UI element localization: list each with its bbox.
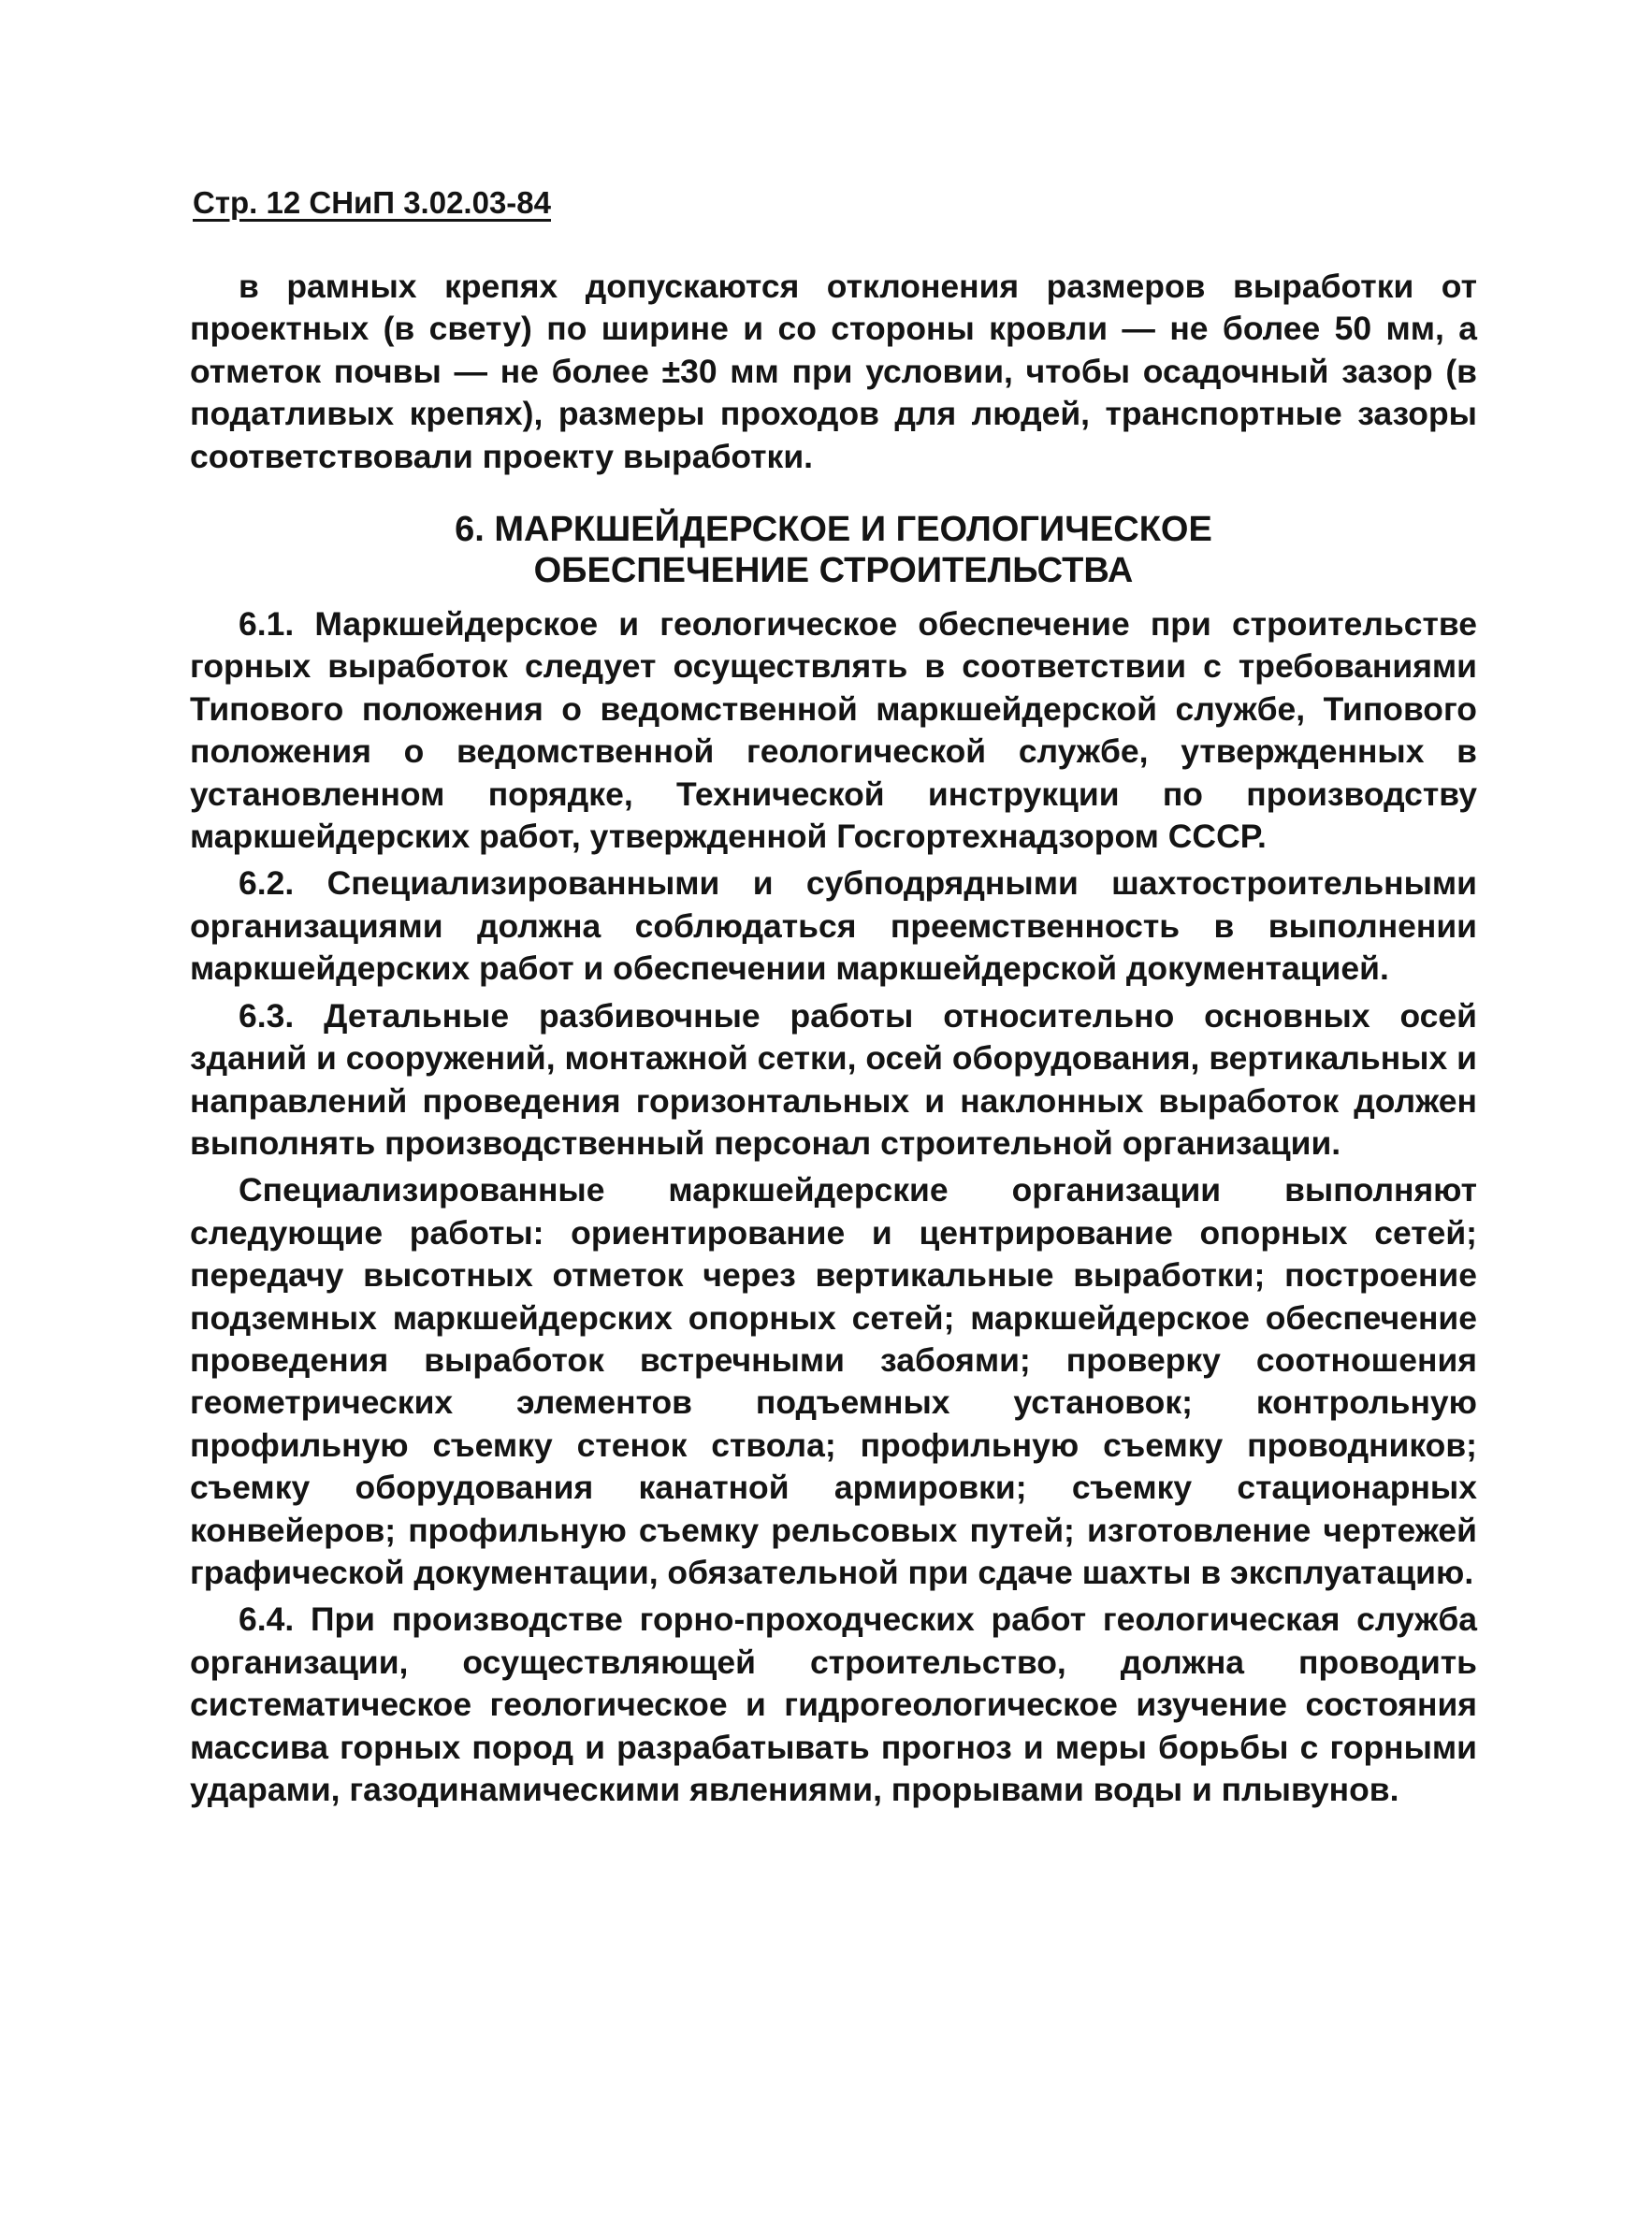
section-heading-line-2: ОБЕСПЕЧЕНИЕ СТРОИТЕЛЬСТВА [533,551,1134,591]
clause-6-1 [190,603,1477,858]
clause-number: 6.4. [239,1600,295,1639]
clause-number: 6.2. [239,864,295,903]
clause-text: Специализированные маркшейдерские организации выполняют следующие работы: ориентирование и центрирование опорных сетей; передачу высотных отметок через вертикальные выработки; построение подземных маркшейдерских опорных сетей; маркшейдерское обеспечение проведения выработок встречными забоями; проверку соотношения геометрических элементов подъемных установок; контрольную профильную съемку стенок ствола; профильную съемку проводников; съемку оборудования канатной армировки; съемку стационарных конвейеров; профильную съемку рельсовых путей; изготовление чертежей графической документации, обязательной при сдаче шахты в эксплуатацию. [190,1171,1477,1591]
clause-text: Специализированными и субподрядными шахтостроительными организациями должна соблюдаться преемственность в выполнении маркшейдерских работ и обеспечении маркшейдерской документацией. [190,864,1477,988]
section-heading-line-1: 6. МАРКШЕЙДЕРСКОЕ И ГЕОЛОГИЧЕСКОЕ [455,510,1212,550]
running-header: Стр. 12 СНиП 3.02.03-84 [193,185,551,220]
clause-text: При производстве горно-проходческих работ геологическая служба организации, осуществляющей строительство, должна проводить систематическое геологическое и гидрогеологическое изучение состояния массива горных пород и разрабатывать прогноз и меры борьбы с горными ударами, газодинамическими явлениями, прорывами воды и плывунов. [190,1600,1477,1808]
clause-6-4 [190,1599,1477,1811]
page-body [190,266,1477,1811]
clause-text: Маркшейдерское и геологическое обеспечение при строительстве горных выработок следует осуществлять в соответствии с требованиями Типового положения о ведомственной маркшейдерской службе, Типового положения о ведомственной геологической службе, утвержденных в установленном порядке, Технической инструкции по производству маркшейдерских работ, утвержденной Госгортехнадзором СССР. [190,605,1477,856]
clause-6-3 [190,995,1477,1166]
clause-number: 6.1. [239,605,295,644]
clause-number: 6.3. [239,996,295,1035]
section-heading [190,509,1477,591]
clause-6-3-continuation [190,1169,1477,1594]
clause-6-2 [190,862,1477,990]
intro-paragraph: в рамных крепях допускаются отклонения размеров выработки от проектных (в свету) по ширине и со стороны кровли — не более 50 мм, а отметок почвы — не более ±30 мм при условии, чтобы осадочный зазор (в податливых крепях), размеры проходов для людей, транспортные зазоры соответствовали проекту выработки. [190,268,1477,475]
clause-text: Детальные разбивочные работы относительно основных осей зданий и сооружений, монтажной сетки, осей оборудования, вертикальных и направлений проведения горизонтальных и наклонных выработок должен выполнять производственный персонал строительной организации. [190,996,1477,1162]
